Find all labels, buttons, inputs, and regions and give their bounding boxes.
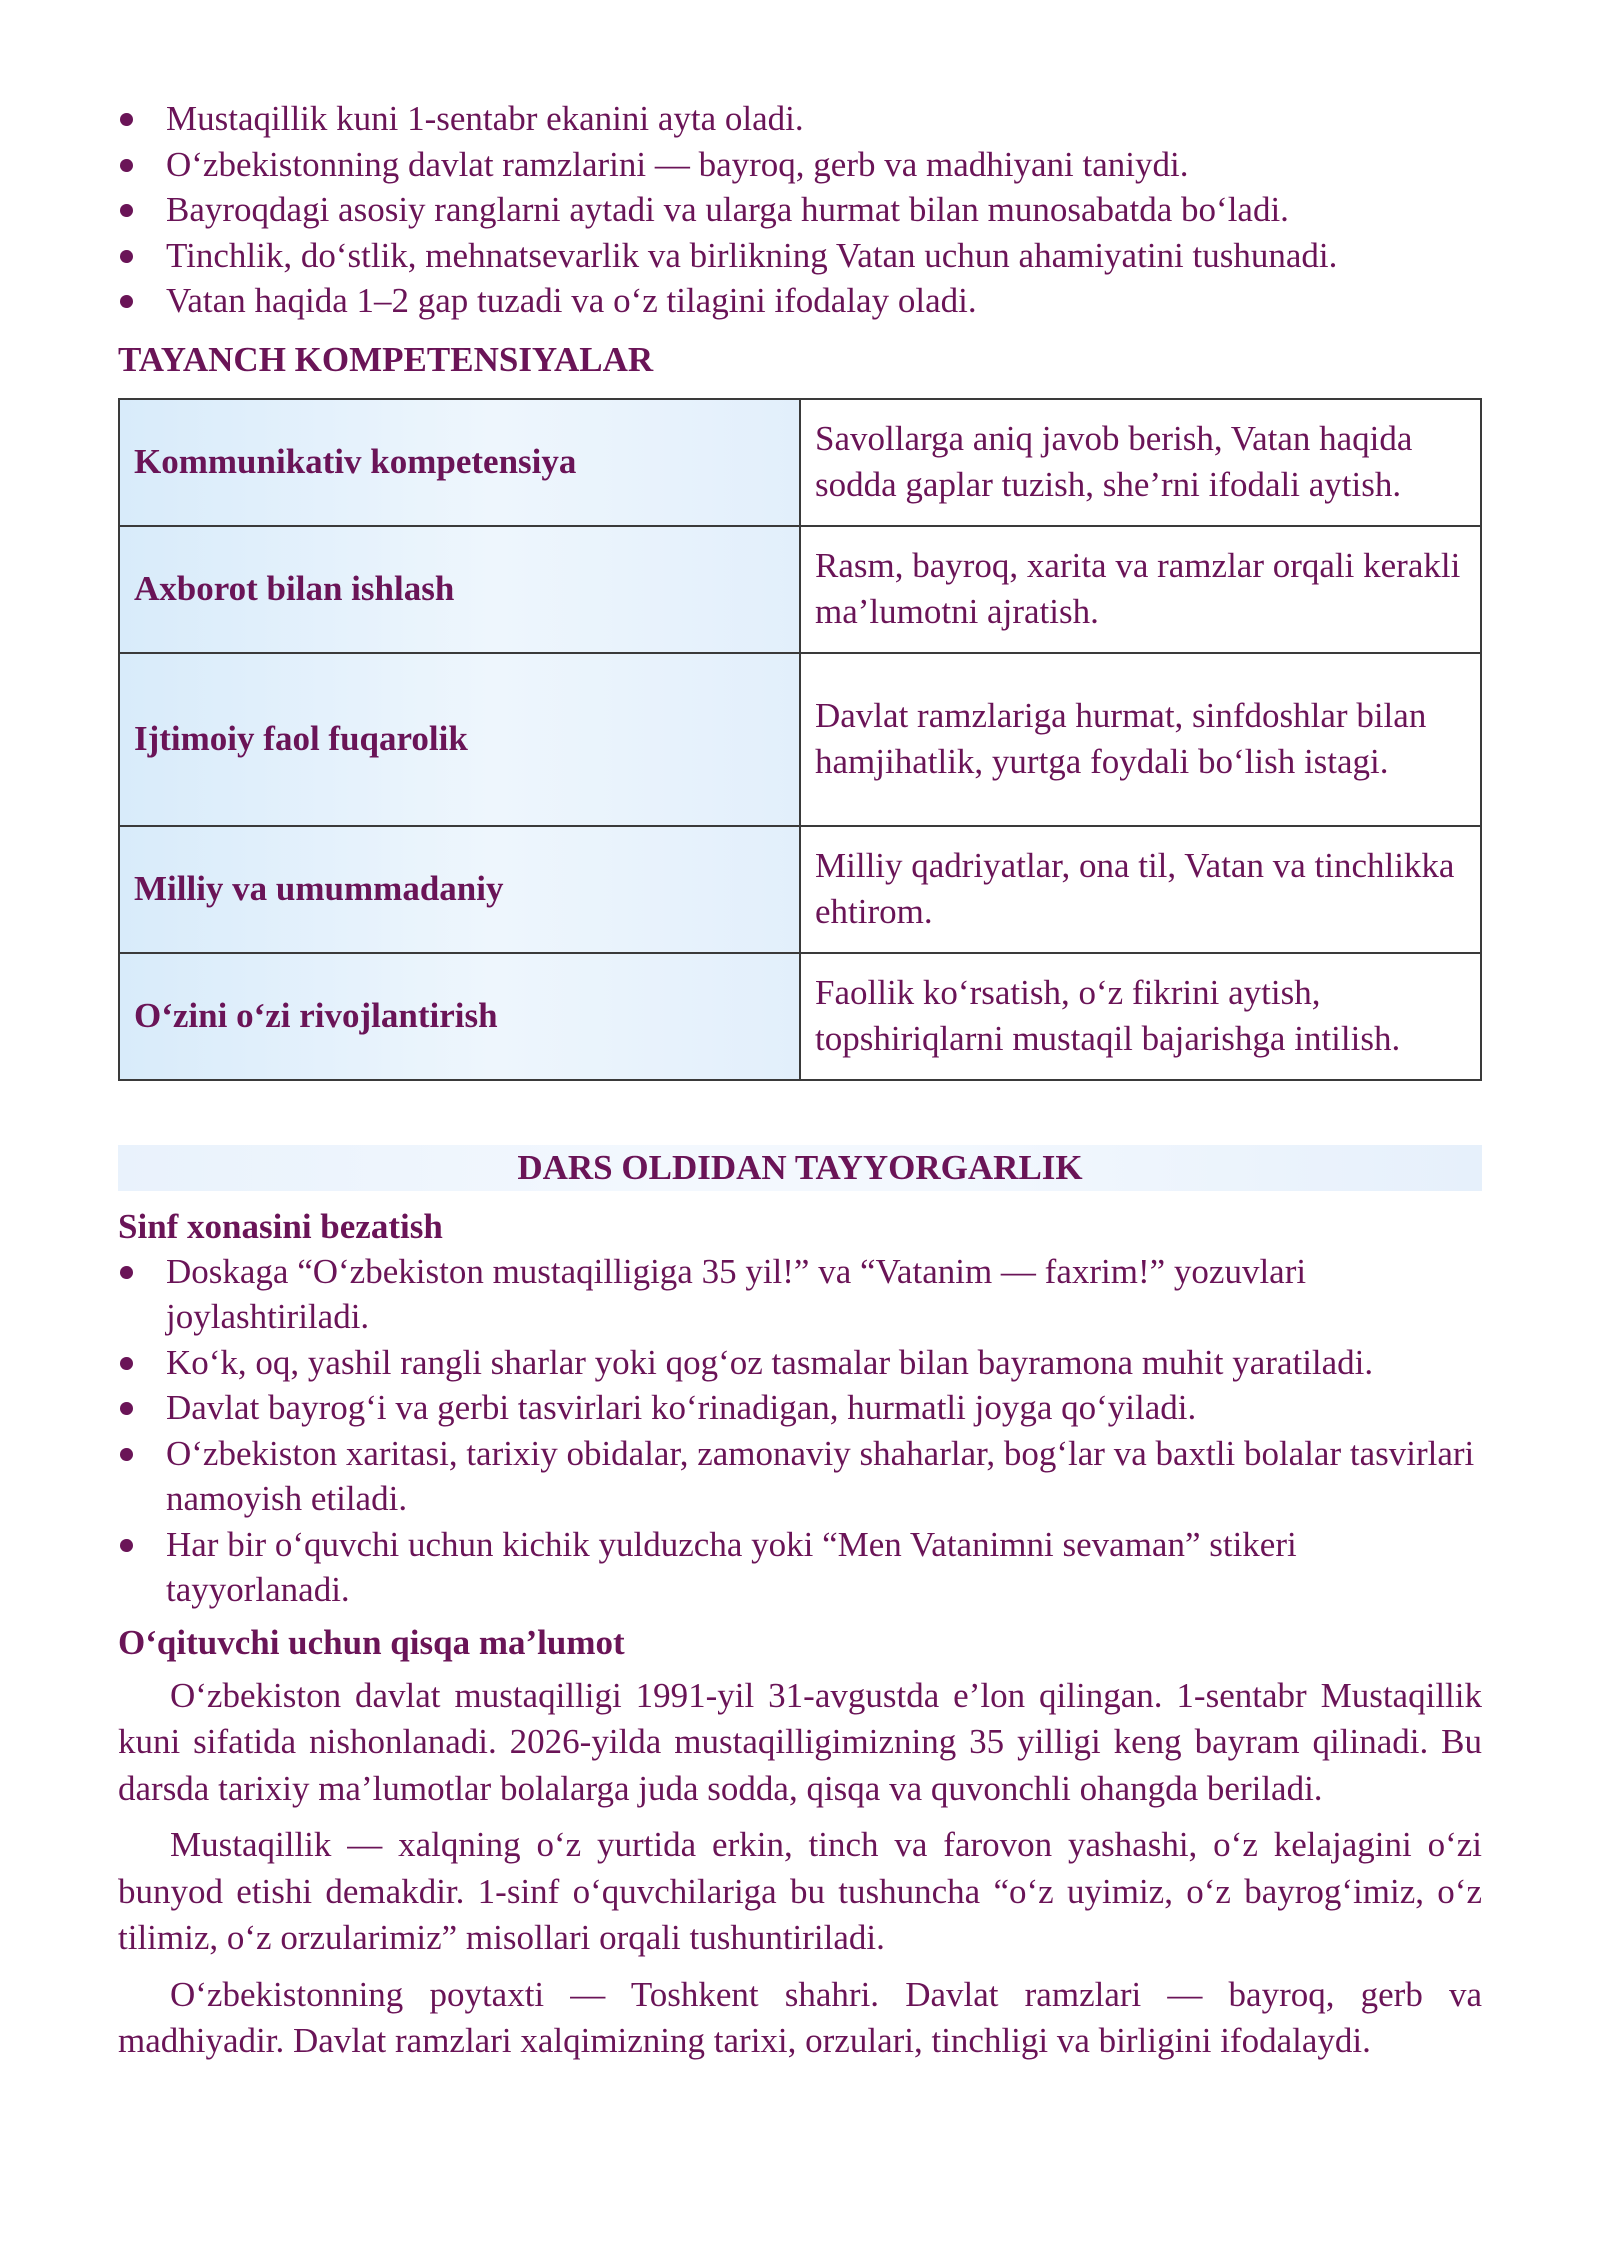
table-row <box>119 653 1481 826</box>
list-item: Vatan haqida 1–2 gap tuzadi va o‘z tilagini ifodalay oladi. <box>118 278 1482 324</box>
teacher-info-heading: O‘qituvchi uchun qisqa ma’lumot <box>118 1622 625 1662</box>
preparation-banner: DARS OLDIDAN TAYYORGARLIK <box>118 1145 1482 1191</box>
paragraph: O‘zbekiston davlat mustaqilligi 1991-yil 31-avgustda e’lon qilingan. 1-sentabr Mustaqillik kuni sifatida nishonlanadi. 2026-yilda mustaqilligimizning 35 yilligi keng bayram qilinadi. Bu darsda tarixiy ma’lumotlar bolalarga juda sodda, qisqa va quvonchli ohangda beriladi. <box>118 1675 1482 1808</box>
competency-label: Kommunikativ kompetensiya <box>119 399 800 526</box>
competency-label: Milliy va umummadaniy <box>119 826 800 953</box>
competency-description: Milliy qadriyatlar, ona til, Vatan va tinchlikka ehtirom. <box>800 826 1481 953</box>
list-item: O‘zbekistonning davlat ramzlarini — bayroq, gerb va madhiyani taniydi. <box>118 142 1482 188</box>
list-item: Mustaqillik kuni 1-sentabr ekanini ayta oladi. <box>118 96 1482 142</box>
paragraph: O‘zbekistonning poytaxti — Toshkent shahri. Davlat ramzlari — bayroq, gerb va madhiyadir. Davlat ramzlari xalqimizning tarixi, orzulari, tinchligi va birligini ifodalaydi. <box>118 1974 1482 2060</box>
competency-description: Rasm, bayroq, xarita va ramzlar orqali kerakli ma’lumotni ajratish. <box>800 526 1481 653</box>
learning-outcomes-list <box>118 96 1482 324</box>
competency-label: Ijtimoiy faol fuqarolik <box>119 653 800 826</box>
list-item: Tinchlik, do‘stlik, mehnatsevarlik va birlikning Vatan uchun ahamiyatini tushunadi. <box>118 233 1482 279</box>
table-row <box>119 826 1481 953</box>
list-item: Ko‘k, oq, yashil rangli sharlar yoki qog‘oz tasmalar bilan bayramona muhit yaratiladi. <box>118 1340 1482 1386</box>
list-item: Har bir o‘quvchi uchun kichik yulduzcha yoki “Men Vatanimni sevaman” stikeri tayyorlanadi. <box>118 1522 1482 1613</box>
table-row <box>119 526 1481 653</box>
classroom-list <box>118 1249 1482 1613</box>
competencies-table <box>118 398 1482 1081</box>
teacher-info-text <box>118 1673 1482 2065</box>
list-item: Doskaga “O‘zbekiston mustaqilligiga 35 yil!” va “Vatanim — faxrim!” yozuvlari joylashtiriladi. <box>118 1249 1482 1340</box>
list-item: Davlat bayrog‘i va gerbi tasvirlari ko‘rinadigan, hurmatli joyga qo‘yiladi. <box>118 1385 1482 1431</box>
competency-label: O‘zini o‘zi rivojlantirish <box>119 953 800 1080</box>
list-item: Bayroqdagi asosiy ranglarni aytadi va ularga hurmat bilan munosabatda bo‘ladi. <box>118 187 1482 233</box>
page-content <box>118 96 1482 2065</box>
competency-description: Savollarga aniq javob berish, Vatan haqida sodda gaplar tuzish, she’rni ifodali aytish. <box>800 399 1481 526</box>
competency-description: Faollik ko‘rsatish, o‘z fikrini aytish, topshiriqlarni mustaqil bajarishga intilish. <box>800 953 1481 1080</box>
table-row <box>119 399 1481 526</box>
classroom-heading: Sinf xonasini bezatish <box>118 1206 443 1246</box>
competency-label: Axborot bilan ishlash <box>119 526 800 653</box>
paragraph: Mustaqillik — xalqning o‘z yurtida erkin, tinch va farovon yashashi, o‘z kelajagini o‘zi bunyod etishi demakdir. 1-sinf o‘quvchilariga bu tushuncha “o‘z uyimiz, o‘z bayrog‘imiz, o‘z tilimiz, o‘z orzularimiz” misollari orqali tushuntiriladi. <box>118 1825 1482 1957</box>
list-item: O‘zbekiston xaritasi, tarixiy obidalar, zamonaviy shaharlar, bog‘lar va baxtli bolalar tasvirlari namoyish etiladi. <box>118 1431 1482 1522</box>
competencies-heading: TAYANCH KOMPETENSIYALAR <box>118 339 654 379</box>
table-row <box>119 953 1481 1080</box>
competency-description: Davlat ramzlariga hurmat, sinfdoshlar bilan hamjihatlik, yurtga foydali bo‘lish istagi. <box>800 653 1481 826</box>
